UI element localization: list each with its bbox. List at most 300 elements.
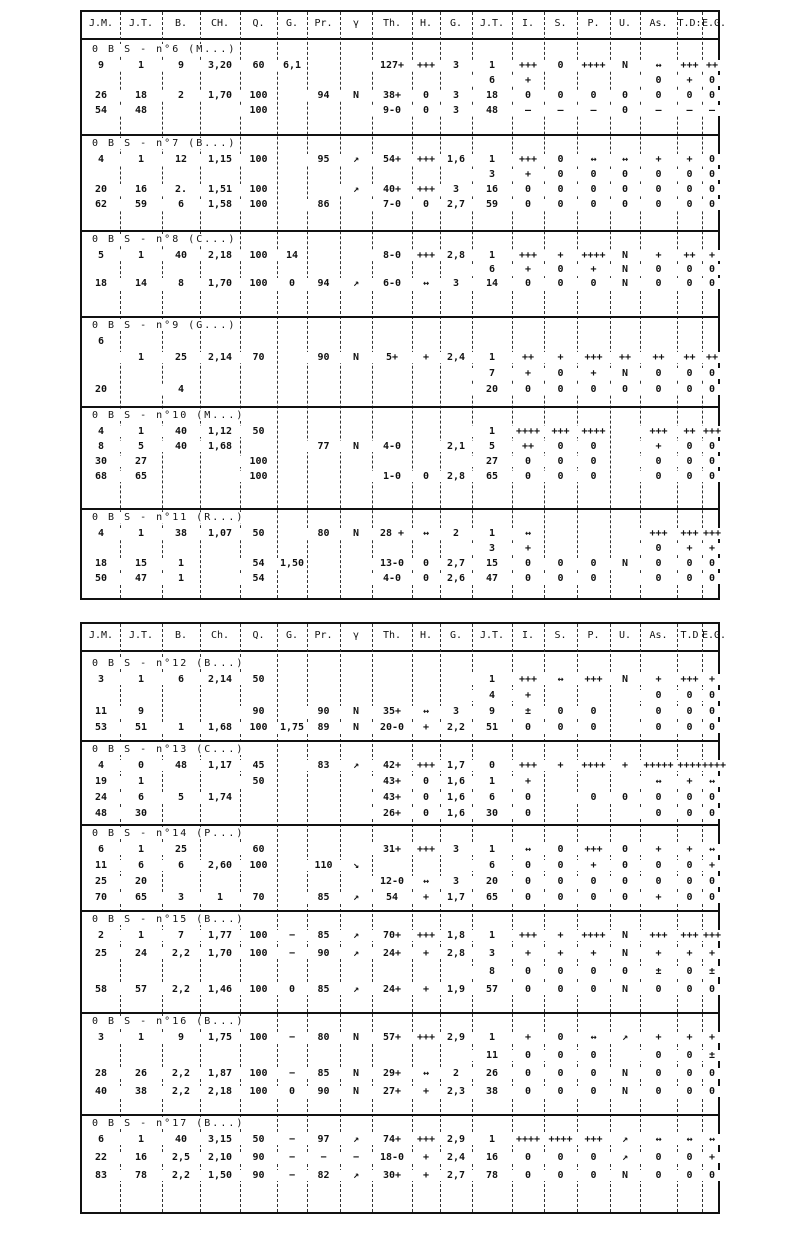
table-cell: + [577, 264, 610, 275]
table-cell: 100 [240, 184, 277, 195]
block-separator [82, 1012, 718, 1014]
table-cell: 90 [307, 948, 340, 959]
table-cell: 0 [512, 1050, 544, 1061]
table-cell: 0 [640, 75, 677, 86]
table-cell: + [677, 1032, 702, 1043]
table-cell: ↔ [702, 844, 722, 855]
table-cell: 100 [240, 154, 277, 165]
table-cell: 0 [120, 760, 162, 771]
table-cell: ↔ [577, 154, 610, 165]
table-cell: 14 [472, 278, 512, 289]
table-cell: 27+ [372, 1086, 412, 1097]
table-cell: 0 [702, 1068, 722, 1079]
table-cell: ↗ [340, 984, 372, 995]
table-cell: +++ [577, 674, 610, 685]
column-divider [277, 624, 278, 1212]
table-cell: 65 [120, 892, 162, 903]
table-cell: 0 [677, 264, 702, 275]
table-cell: +++ [412, 760, 440, 771]
table-cell: 65 [120, 471, 162, 482]
table-cell: 0 [544, 1152, 577, 1163]
table-cell: 2,8 [440, 250, 472, 261]
observation-label: 0 B S - n°12 (B...) [92, 658, 245, 669]
table-cell: 24 [120, 948, 162, 959]
column-header: γ [352, 630, 360, 641]
table-cell: 4-0 [372, 441, 412, 452]
table-cell: 0 [677, 384, 702, 395]
table-cell: 2,5 [162, 1152, 200, 1163]
table-cell: 48 [162, 760, 200, 771]
column-header: I. [521, 18, 535, 29]
table-cell: 0 [640, 184, 677, 195]
table-cell: 97 [307, 1134, 340, 1145]
observation-label: 0 B S - n°16 (B...) [92, 1016, 245, 1027]
table-cell: 0 [577, 722, 610, 733]
table-cell: — [512, 105, 544, 116]
table-cell: 0 [544, 1032, 577, 1043]
table-cell: 100 [240, 471, 277, 482]
table-cell: 2,9 [440, 1032, 472, 1043]
table-cell: 0 [544, 558, 577, 569]
table-cell: 18 [472, 90, 512, 101]
table-cell: ++ [702, 352, 722, 363]
table-cell: 0 [512, 558, 544, 569]
table-cell: 15 [472, 558, 512, 569]
table-cell: ++ [512, 352, 544, 363]
table-cell: N [610, 278, 640, 289]
table-cell: 0 [702, 441, 722, 452]
table-cell: 38+ [372, 90, 412, 101]
table-cell: 16 [472, 1152, 512, 1163]
table-cell: 1,15 [200, 154, 240, 165]
table-cell: 1,6 [440, 776, 472, 787]
table-cell: 3 [440, 105, 472, 116]
table-cell: 0 [472, 760, 512, 771]
table-cell: 0 [702, 184, 722, 195]
table-cell: 38 [120, 1086, 162, 1097]
table-cell: +++ [412, 154, 440, 165]
table-cell: 30+ [372, 1170, 412, 1181]
table-cell: 85 [307, 892, 340, 903]
table-cell: N [610, 558, 640, 569]
table-cell: + [544, 948, 577, 959]
table-cell: N [610, 1086, 640, 1097]
table-cell: 1,6 [440, 154, 472, 165]
table-cell: 26 [120, 1068, 162, 1079]
table-cell: 100 [240, 456, 277, 467]
table-cell: 1,46 [200, 984, 240, 995]
table-cell: 1 [120, 1032, 162, 1043]
table-cell: 18 [120, 90, 162, 101]
table-cell: 0 [577, 792, 610, 803]
table-cell: + [512, 368, 544, 379]
table-cell: 54 [372, 892, 412, 903]
table-cell: + [640, 441, 677, 452]
table-cell: ↔ [412, 528, 440, 539]
table-cell: 0 [512, 1170, 544, 1181]
table-cell: ± [702, 1050, 722, 1061]
table-cell: + [677, 154, 702, 165]
table-cell: 70+ [372, 930, 412, 941]
table-cell: 0 [677, 984, 702, 995]
table-cell: 2,9 [440, 1134, 472, 1145]
table-cell: 0 [544, 60, 577, 71]
block-separator [82, 824, 718, 826]
table-cell: 0 [677, 792, 702, 803]
table-cell: ↔ [512, 844, 544, 855]
table-cell: ++++ [702, 760, 727, 771]
table-cell: 3 [472, 543, 512, 554]
column-header: I. [521, 630, 535, 641]
column-header: Q. [252, 18, 265, 29]
table-cell: ↔ [640, 60, 677, 71]
top-observation-table [80, 10, 727, 600]
table-cell: 80 [307, 528, 340, 539]
table-cell: + [412, 352, 440, 363]
column-header: Ch. [210, 630, 230, 641]
table-cell: +++ [577, 1134, 610, 1145]
table-cell: 0 [577, 471, 610, 482]
table-cell: ↔ [412, 1068, 440, 1079]
table-cell: 1,6 [440, 808, 472, 819]
table-cell: N [610, 250, 640, 261]
table-cell: 3 [440, 90, 472, 101]
column-header: B. [174, 630, 188, 641]
column-header: J.T. [479, 630, 505, 641]
table-cell: 0 [544, 90, 577, 101]
table-cell: + [412, 984, 440, 995]
table-cell: 0 [544, 1050, 577, 1061]
table-cell: + [610, 760, 640, 771]
table-cell: +++ [640, 528, 677, 539]
table-cell: 50 [240, 528, 277, 539]
table-cell: 0 [677, 690, 702, 701]
table-cell: 1 [120, 776, 162, 787]
column-header: G. [285, 18, 299, 29]
table-cell: +++ [512, 154, 544, 165]
table-cell: 0 [640, 573, 677, 584]
table-cell: 20 [472, 876, 512, 887]
column-divider [277, 12, 278, 598]
table-cell: 27 [120, 456, 162, 467]
table-cell: 0 [677, 1152, 702, 1163]
table-cell: + [412, 1152, 440, 1163]
table-cell: 0 [610, 199, 640, 210]
table-cell: 0 [512, 860, 544, 871]
column-header: J.T. [128, 18, 154, 29]
column-header: T.D: [677, 18, 702, 29]
table-cell: N [340, 706, 372, 717]
table-cell: 0 [577, 169, 610, 180]
table-cell: 100 [240, 722, 277, 733]
table-cell: 9 [82, 60, 120, 71]
table-cell: ↔ [512, 528, 544, 539]
table-cell: 3 [82, 1032, 120, 1043]
table-cell: 8 [162, 278, 200, 289]
table-cell: 3,20 [200, 60, 240, 71]
table-cell: 0 [544, 441, 577, 452]
table-cell: 20 [82, 384, 120, 395]
table-cell: 28 + [372, 528, 412, 539]
table-cell: ↔ [702, 776, 722, 787]
table-cell: 58 [82, 984, 120, 995]
table-cell: 9 [162, 1032, 200, 1043]
table-cell: 0 [577, 1170, 610, 1181]
column-header: E.G. [702, 18, 727, 29]
table-cell: 9-0 [372, 105, 412, 116]
table-cell: 38 [472, 1086, 512, 1097]
table-cell: 30 [472, 808, 512, 819]
column-header: CH. [210, 18, 230, 29]
column-header: U. [618, 630, 632, 641]
table-cell: 2,2 [162, 1068, 200, 1079]
table-cell: 0 [702, 558, 722, 569]
table-cell: 0 [544, 966, 577, 977]
table-cell: 47 [120, 573, 162, 584]
table-cell: 35+ [372, 706, 412, 717]
table-cell: 2,60 [200, 860, 240, 871]
table-cell: 100 [240, 1068, 277, 1079]
table-cell: 0 [677, 441, 702, 452]
table-cell: + [677, 948, 702, 959]
table-cell: 0 [577, 199, 610, 210]
table-cell: 25 [162, 352, 200, 363]
table-cell: ↔ [610, 154, 640, 165]
table-cell: +++++ [640, 760, 677, 771]
table-cell: + [412, 722, 440, 733]
table-cell: 68 [82, 471, 120, 482]
table-cell: 6 [82, 1134, 120, 1145]
table-cell: 1 [162, 558, 200, 569]
table-cell: 0 [512, 384, 544, 395]
table-cell: 9 [162, 60, 200, 71]
table-cell: +++ [577, 844, 610, 855]
table-cell: 54 [82, 105, 120, 116]
column-header: As. [649, 18, 668, 29]
table-cell: 1,68 [200, 722, 240, 733]
column-header: S. [554, 630, 567, 641]
table-cell: 2,2 [162, 948, 200, 959]
table-cell: 1 [472, 1134, 512, 1145]
table-cell: + [640, 948, 677, 959]
table-cell: 0 [544, 722, 577, 733]
table-cell: 6 [120, 860, 162, 871]
block-separator [82, 910, 718, 912]
table-cell: 9 [120, 706, 162, 717]
table-cell: 70 [82, 892, 120, 903]
table-cell: ↔ [412, 278, 440, 289]
column-header: S. [554, 18, 567, 29]
table-cell: N [340, 90, 372, 101]
table-cell: 3 [440, 278, 472, 289]
table-cell: 1 [120, 674, 162, 685]
table-cell: ↗ [340, 1134, 372, 1145]
table-cell: 1 [120, 154, 162, 165]
table-cell: 0 [412, 105, 440, 116]
table-cell: 0 [544, 1170, 577, 1181]
column-divider [610, 624, 611, 1212]
table-cell: +++ [512, 250, 544, 261]
table-cell: 0 [640, 384, 677, 395]
table-cell: 24+ [372, 984, 412, 995]
table-cell: 15 [120, 558, 162, 569]
table-cell: 5+ [372, 352, 412, 363]
table-cell: +++ [577, 352, 610, 363]
table-cell: 0 [640, 860, 677, 871]
table-cell: ↔ [412, 706, 440, 717]
table-cell: 28 [82, 1068, 120, 1079]
table-cell: 8-0 [372, 250, 412, 261]
table-cell: 1 [472, 674, 512, 685]
table-cell: + [702, 674, 722, 685]
table-cell: 0 [577, 984, 610, 995]
table-cell: 0 [577, 573, 610, 584]
table-cell: N [610, 674, 640, 685]
table-cell: 1 [472, 154, 512, 165]
table-cell: 1 [472, 352, 512, 363]
table-cell: 0 [702, 690, 722, 701]
column-header: J.T. [479, 18, 505, 29]
column-header: G. [449, 18, 463, 29]
table-cell: 0 [702, 384, 722, 395]
table-cell: 0 [512, 1152, 544, 1163]
table-cell: 0 [544, 892, 577, 903]
table-cell: +++ [702, 930, 722, 941]
table-cell: 0 [610, 384, 640, 395]
column-header: H. [419, 18, 433, 29]
table-cell: ++++ [577, 60, 610, 71]
table-cell: 0 [610, 105, 640, 116]
table-cell: ++ [677, 426, 702, 437]
table-cell: ↘ [340, 860, 372, 871]
table-cell: 77 [307, 441, 340, 452]
table-cell: 0 [640, 169, 677, 180]
table-cell: 0 [277, 278, 307, 289]
table-cell: 0 [677, 892, 702, 903]
table-cell: ++++ [577, 760, 610, 771]
table-cell: 0 [412, 808, 440, 819]
table-cell: 80 [307, 1032, 340, 1043]
table-cell: + [412, 948, 440, 959]
table-cell: ↔ [677, 1134, 702, 1145]
column-header: G. [449, 630, 463, 641]
table-cell: 0 [702, 278, 722, 289]
table-cell: 0 [512, 184, 544, 195]
table-cell: 4 [82, 528, 120, 539]
table-cell: 9 [472, 706, 512, 717]
table-cell: 100 [240, 105, 277, 116]
table-cell: 4-0 [372, 573, 412, 584]
table-cell: 0 [677, 876, 702, 887]
table-cell: 50 [240, 426, 277, 437]
table-cell: 90 [307, 1086, 340, 1097]
table-cell: 2,2 [162, 1170, 200, 1181]
table-cell: + [544, 352, 577, 363]
table-cell: 6 [120, 792, 162, 803]
table-cell: 25 [82, 876, 120, 887]
table-cell: ↗ [610, 1134, 640, 1145]
table-cell: 82 [307, 1170, 340, 1181]
table-cell: 0 [544, 1086, 577, 1097]
table-cell: 16 [120, 1152, 162, 1163]
column-header: Th. [382, 630, 402, 641]
table-cell: 8 [82, 441, 120, 452]
table-cell: +++ [512, 930, 544, 941]
table-cell: ++ [702, 60, 722, 71]
table-cell: 0 [512, 456, 544, 467]
table-cell: 70 [240, 892, 277, 903]
table-cell: ++++ [544, 1134, 577, 1145]
table-cell: 3 [162, 892, 200, 903]
table-cell: 1,70 [200, 90, 240, 101]
table-cell: 0 [544, 199, 577, 210]
table-cell: + [702, 860, 722, 871]
table-cell: 25 [82, 948, 120, 959]
column-header: Q. [252, 630, 265, 641]
table-cell: 0 [512, 808, 544, 819]
table-cell: 0 [677, 278, 702, 289]
table-cell: 0 [412, 558, 440, 569]
block-separator [82, 1114, 718, 1116]
table-cell: 0 [577, 706, 610, 717]
table-cell: − [277, 1032, 307, 1043]
table-cell: 0 [677, 722, 702, 733]
table-cell: 2,1 [440, 441, 472, 452]
table-cell: 6 [82, 844, 120, 855]
table-cell: + [702, 1032, 722, 1043]
table-cell: 0 [577, 876, 610, 887]
table-cell: 7-0 [372, 199, 412, 210]
table-cell: + [702, 543, 722, 554]
table-cell: 0 [702, 573, 722, 584]
table-cell: 1,77 [200, 930, 240, 941]
table-cell: 11 [472, 1050, 512, 1061]
table-cell: 1,17 [200, 760, 240, 771]
table-cell: 2,2 [162, 984, 200, 995]
table-cell: 0 [544, 1068, 577, 1079]
table-cell: 0 [577, 278, 610, 289]
table-cell: 0 [677, 966, 702, 977]
column-header: Pr. [314, 630, 333, 641]
table-cell: 1 [472, 528, 512, 539]
table-cell: ↗ [340, 948, 372, 959]
table-cell: 90 [240, 706, 277, 717]
table-cell: 1 [472, 60, 512, 71]
table-cell: ++ [640, 352, 677, 363]
table-cell: 40 [162, 250, 200, 261]
table-cell: 0 [577, 456, 610, 467]
table-cell: ++++ [512, 426, 544, 437]
table-cell: — [702, 105, 722, 116]
table-cell: 43+ [372, 792, 412, 803]
table-cell: 0 [640, 1068, 677, 1079]
table-cell: 0 [702, 169, 722, 180]
table-cell: 1,50 [200, 1170, 240, 1181]
table-cell: 110 [307, 860, 340, 871]
table-cell: 0 [512, 90, 544, 101]
table-cell: 5 [120, 441, 162, 452]
table-cell: — [577, 105, 610, 116]
table-cell: − [307, 1152, 340, 1163]
table-cell: + [702, 1152, 722, 1163]
table-cell: — [677, 105, 702, 116]
table-cell: 50 [240, 1134, 277, 1145]
table-cell: 0 [640, 471, 677, 482]
table-cell: 0 [640, 690, 677, 701]
table-cell: 0 [544, 184, 577, 195]
table-cell: 127+ [372, 60, 412, 71]
table-cell: ++++ [677, 760, 702, 771]
